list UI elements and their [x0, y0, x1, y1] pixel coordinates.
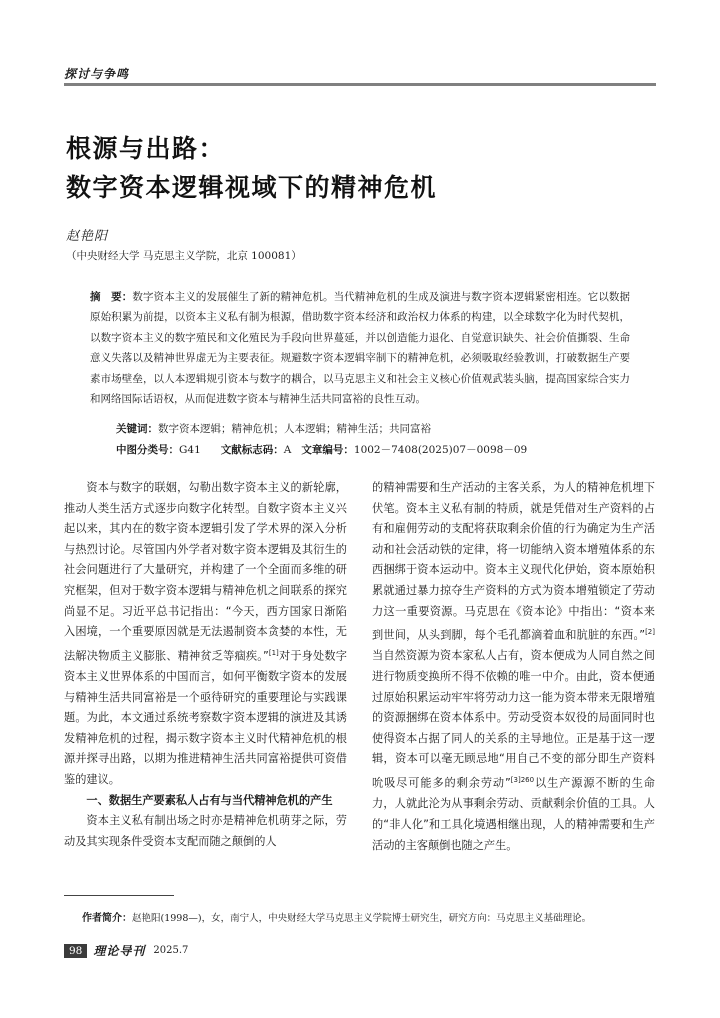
journal-name: 理论导刊	[93, 944, 146, 958]
keywords-text: 数字资本逻辑；精神危机；人本逻辑；精神生活；共同富裕	[158, 423, 431, 435]
body-column-right	[372, 478, 655, 856]
abstract-text: 数字资本主义的发展催生了新的精神危机。当代精神危机的生成及演进与数字资本逻辑紧密相连。它以数据原始积累为前提，以资本主义私有制为根源，借助数字资本经济和政治权力体系的构建，以全球数字化为时代契机，以数字资本主义的数字殖民和文化殖民为手段向世界蔓延，并以创造能力退化、自觉意识缺失、社会价值撕裂、生命意义失落以及精神世界虚无为主要表征。规避数字资本逻辑宰制下的精神危机，必须吸取经验教训，打破数据生产要素市场壁垒，以人本逻辑规引资本与数字的耦合，以马克思主义和社会主义核心价值观武装头脑，提高国家综合实力和网络国际话语权，从而促进数字资本与精神生活共同富裕的良性互动。	[90, 291, 631, 406]
header-rule	[64, 83, 656, 86]
page-footer	[64, 942, 188, 959]
page-number: 98	[64, 944, 87, 958]
doc-code-label: 文献标志码：	[220, 444, 284, 456]
author-note-label: 作者简介：	[82, 913, 132, 924]
clc-value: G41	[179, 444, 201, 456]
author-affiliation: （中央财经大学 马克思主义学院，北京 100081）	[66, 250, 302, 262]
issue-date: 2025.7	[153, 945, 189, 956]
article-number-label: 文章编号：	[301, 444, 354, 456]
section-heading: 一、数据生产要素私人占有与当代精神危机的产生	[86, 793, 333, 807]
abstract	[90, 287, 630, 409]
section-tag: 探讨与争鸣	[64, 67, 130, 81]
article-title-line2: 数字资本逻辑视域下的精神危机	[66, 173, 438, 202]
body-text: 对于身处数字资本主义世界体系的中国而言，如何平衡数字资本的发展与精神生活共同富裕是一个亟待研究的重要理论与实践课题。为此，本文通过系统考察数字资本逻辑的演进及其诱发精神危机的过程，揭示数字资本主义时代精神危机的根源并探寻出路，以期为推进精神生活共同富裕提供可资借鉴的建议。	[64, 649, 347, 787]
abstract-label: 摘 要：	[90, 291, 133, 303]
body-paragraph	[372, 478, 655, 856]
article-number-value: 1002－7408(2025)07－0098－09	[353, 444, 528, 456]
citation-ref[interactable]: [1]	[268, 648, 279, 657]
author-note	[82, 909, 591, 924]
keywords-label: 关键词：	[116, 423, 158, 435]
citation-ref[interactable]: [2]	[645, 628, 655, 637]
body-column-left	[64, 478, 347, 852]
doc-code-value: A	[283, 444, 292, 456]
author-note-text: 赵艳阳(1998—)，女，南宁人，中央财经大学马克思主义学院博士研究生，研究方向：马克思主义基础理论。	[132, 913, 592, 924]
body-text: 资本与数字的联姻，勾勒出数字资本主义的新轮廓，推动人类生活方式逐步向数字化转型。自数字资本主义兴起以来，其内在的数字资本逻辑引发了学术界的深入分析与热烈讨论。尽管国内外学者对数字资本逻辑及其衍生的社会问题进行了大量研究，并构建了一个全面而多维的研究框架，但对于数字资本逻辑与精神危机之间联系的探究尚显不足。习近平总书记指出：“今天，西方国家日渐陷入困境，一个重要原因就是无法遏制资本贪婪的本性，无法解决物质主义膨胀、精神贫乏等痼疾。”	[64, 481, 347, 663]
footnote-rule	[64, 895, 174, 896]
body-paragraph: 资本主义私有制出场之时亦是精神危机萌芽之际，劳动及其实现条件受资本支配而随之颠倒的人	[64, 814, 347, 848]
body-paragraph	[64, 478, 347, 791]
article-title-line1: 根源与出路：	[66, 134, 226, 163]
citation-ref[interactable]: [3]260	[510, 776, 535, 785]
classification-line	[116, 442, 527, 457]
author-name: 赵艳阳	[66, 229, 109, 244]
body-text: 当自然资源为资本家私人占有，资本便成为人同自然之间进行物质变换所不得不依赖的唯一中介。由此，资本便通过原始积累运动牢牢将劳动力这一能为资本带来无限增殖的资源捆绑在资本体系中。劳动受资本奴役的局面同时也使得资本占据了同人的关系的主导地位。正是基于这一逻辑，资本可以毫无顾忌地“用自己不变的部分即生产资料吮吸尽可能多的剩余劳动”	[372, 649, 655, 790]
body-text: 的精神需要和生产活动的主客关系，为人的精神危机埋下伏笔。资本主义私有制的特质，就是凭借对生产资料的占有和雇佣劳动的支配将获取剩余价值的行为确定为生产活动和社会活动铁的定律，将一切能纳入资本增殖体系的东西捆绑于资本运动中。资本主义现代化伊始，资本原始积累就通过暴力掠夺生产资料的方式为资本增殖锁定了劳动力这一重要资源。马克思在《资本论》中指出：“资本来到世间，从头到脚，每个毛孔都滴着血和肮脏的东西。”	[372, 481, 655, 642]
clc-label: 中图分类号：	[116, 444, 179, 456]
keywords	[116, 421, 431, 436]
body-text: 以生产源源不断的生命力，人就此沦为从事剩余劳动、贡献剩余价值的工具。人的“非人化”和工具化境遇相继出现，人的精神需要和生产活动的主客颠倒也随之产生。	[372, 776, 655, 852]
